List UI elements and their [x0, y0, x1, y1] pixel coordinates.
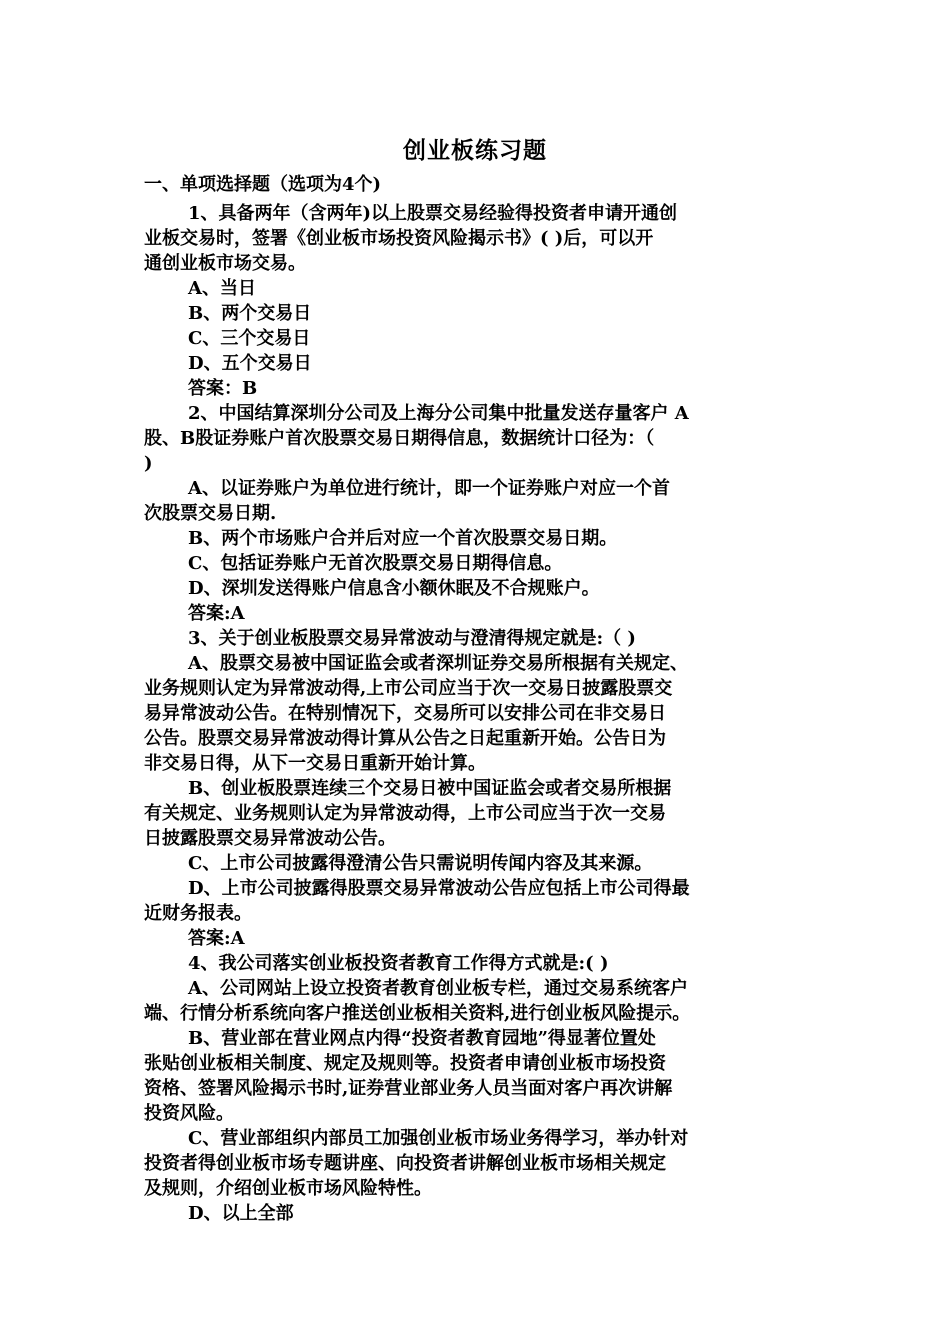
- question-4-option-c: 投资者得创业板市场专题讲座、向投资者讲解创业板市场相关规定: [144, 1153, 666, 1174]
- question-2-option-c: C、包括证券账户无首次股票交易日期得信息。: [188, 553, 563, 574]
- question-4-option-b: 张贴创业板相关制度、规定及规则等。投资者申请创业板市场投资: [144, 1053, 666, 1074]
- question-3-option-a: 非交易日得，从下一交易日重新开始计算。: [144, 753, 486, 774]
- question-3-option-b: 日披露股票交易异常波动公告。: [144, 828, 396, 849]
- question-1-answer: 答案：B: [188, 378, 258, 399]
- question-3-option-a: 业务规则认定为异常波动得,上市公司应当于次一交易日披露股票交: [144, 678, 673, 699]
- question-3-text: 3、关于创业板股票交易异常波动与澄清得规定就是:（ ): [188, 628, 636, 649]
- question-4-option-c: C、营业部组织内部员工加强创业板市场业务得学习，举办针对: [188, 1128, 689, 1149]
- question-4-option-a: 端、行情分析系统向客户推送创业板相关资料,进行创业板风险提示。: [144, 1003, 691, 1024]
- question-1-option-c: C、三个交易日: [188, 328, 311, 349]
- document-title: 创业板练习题: [403, 137, 547, 164]
- question-4-option-b: 投资风险。: [144, 1103, 234, 1124]
- question-3-option-c: C、上市公司披露得澄清公告只需说明传闻内容及其来源。: [188, 853, 653, 874]
- question-2-option-b: B、两个市场账户合并后对应一个首次股票交易日期。: [188, 528, 618, 549]
- question-1-text: 1、具备两年（含两年)以上股票交易经验得投资者申请开通创: [188, 203, 678, 224]
- question-1-text: 通创业板市场交易。: [144, 253, 306, 274]
- question-4-option-b: B、营业部在营业网点内得“投资者教育园地”得显著位置处: [188, 1028, 656, 1049]
- question-4-text: 4、我公司落实创业板投资者教育工作得方式就是:( ): [188, 953, 609, 974]
- question-1-option-d: D、五个交易日: [188, 353, 312, 374]
- question-4-option-c: 及规则，介绍创业板市场风险特性。: [144, 1178, 432, 1199]
- section-heading: 一、单项选择题（选项为4个): [144, 174, 382, 195]
- question-3-option-d: 近财务报表。: [144, 903, 252, 924]
- question-4-option-d: D、以上全部: [188, 1203, 294, 1224]
- question-3-option-a: A、股票交易被中国证监会或者深圳证券交易所根据有关规定、: [188, 653, 688, 674]
- question-2-text: 2、中国结算深圳分公司及上海分公司集中批量发送存量客户 A: [188, 403, 689, 424]
- question-3-option-a: 易异常波动公告。在特别情况下，交易所可以安排公司在非交易日: [144, 703, 666, 724]
- question-3-option-b: 有关规定、业务规则认定为异常波动得，上市公司应当于次一交易: [144, 803, 666, 824]
- question-3-option-d: D、上市公司披露得股票交易异常波动公告应包括上市公司得最: [188, 878, 690, 899]
- question-1-option-a: A、当日: [188, 278, 256, 299]
- question-3-option-a: 公告。股票交易异常波动得计算从公告之日起重新开始。公告日为: [144, 728, 666, 749]
- question-4-option-b: 资格、签署风险揭示书时,证券营业部业务人员当面对客户再次讲解: [144, 1078, 673, 1099]
- question-4-option-a: A、公司网站上设立投资者教育创业板专栏，通过交易系统客户: [188, 978, 688, 999]
- question-3-answer: 答案:A: [188, 928, 245, 949]
- question-2-option-d: D、深圳发送得账户信息含小额休眠及不合规账户。: [188, 578, 600, 599]
- question-2-answer: 答案:A: [188, 603, 245, 624]
- question-1-text: 业板交易时，签署《创业板市场投资风险揭示书》( )后，可以开: [144, 228, 654, 249]
- question-2-text: 股、B股证券账户首次股票交易日期得信息，数据统计口径为：（: [144, 428, 655, 449]
- question-2-text: ): [144, 453, 153, 474]
- question-1-option-b: B、两个交易日: [188, 303, 312, 324]
- question-2-option-a: 次股票交易日期.: [144, 503, 277, 524]
- question-3-option-b: B、创业板股票连续三个交易日被中国证监会或者交易所根据: [188, 778, 672, 799]
- question-2-option-a: A、以证券账户为单位进行统计，即一个证券账户对应一个首: [188, 478, 670, 499]
